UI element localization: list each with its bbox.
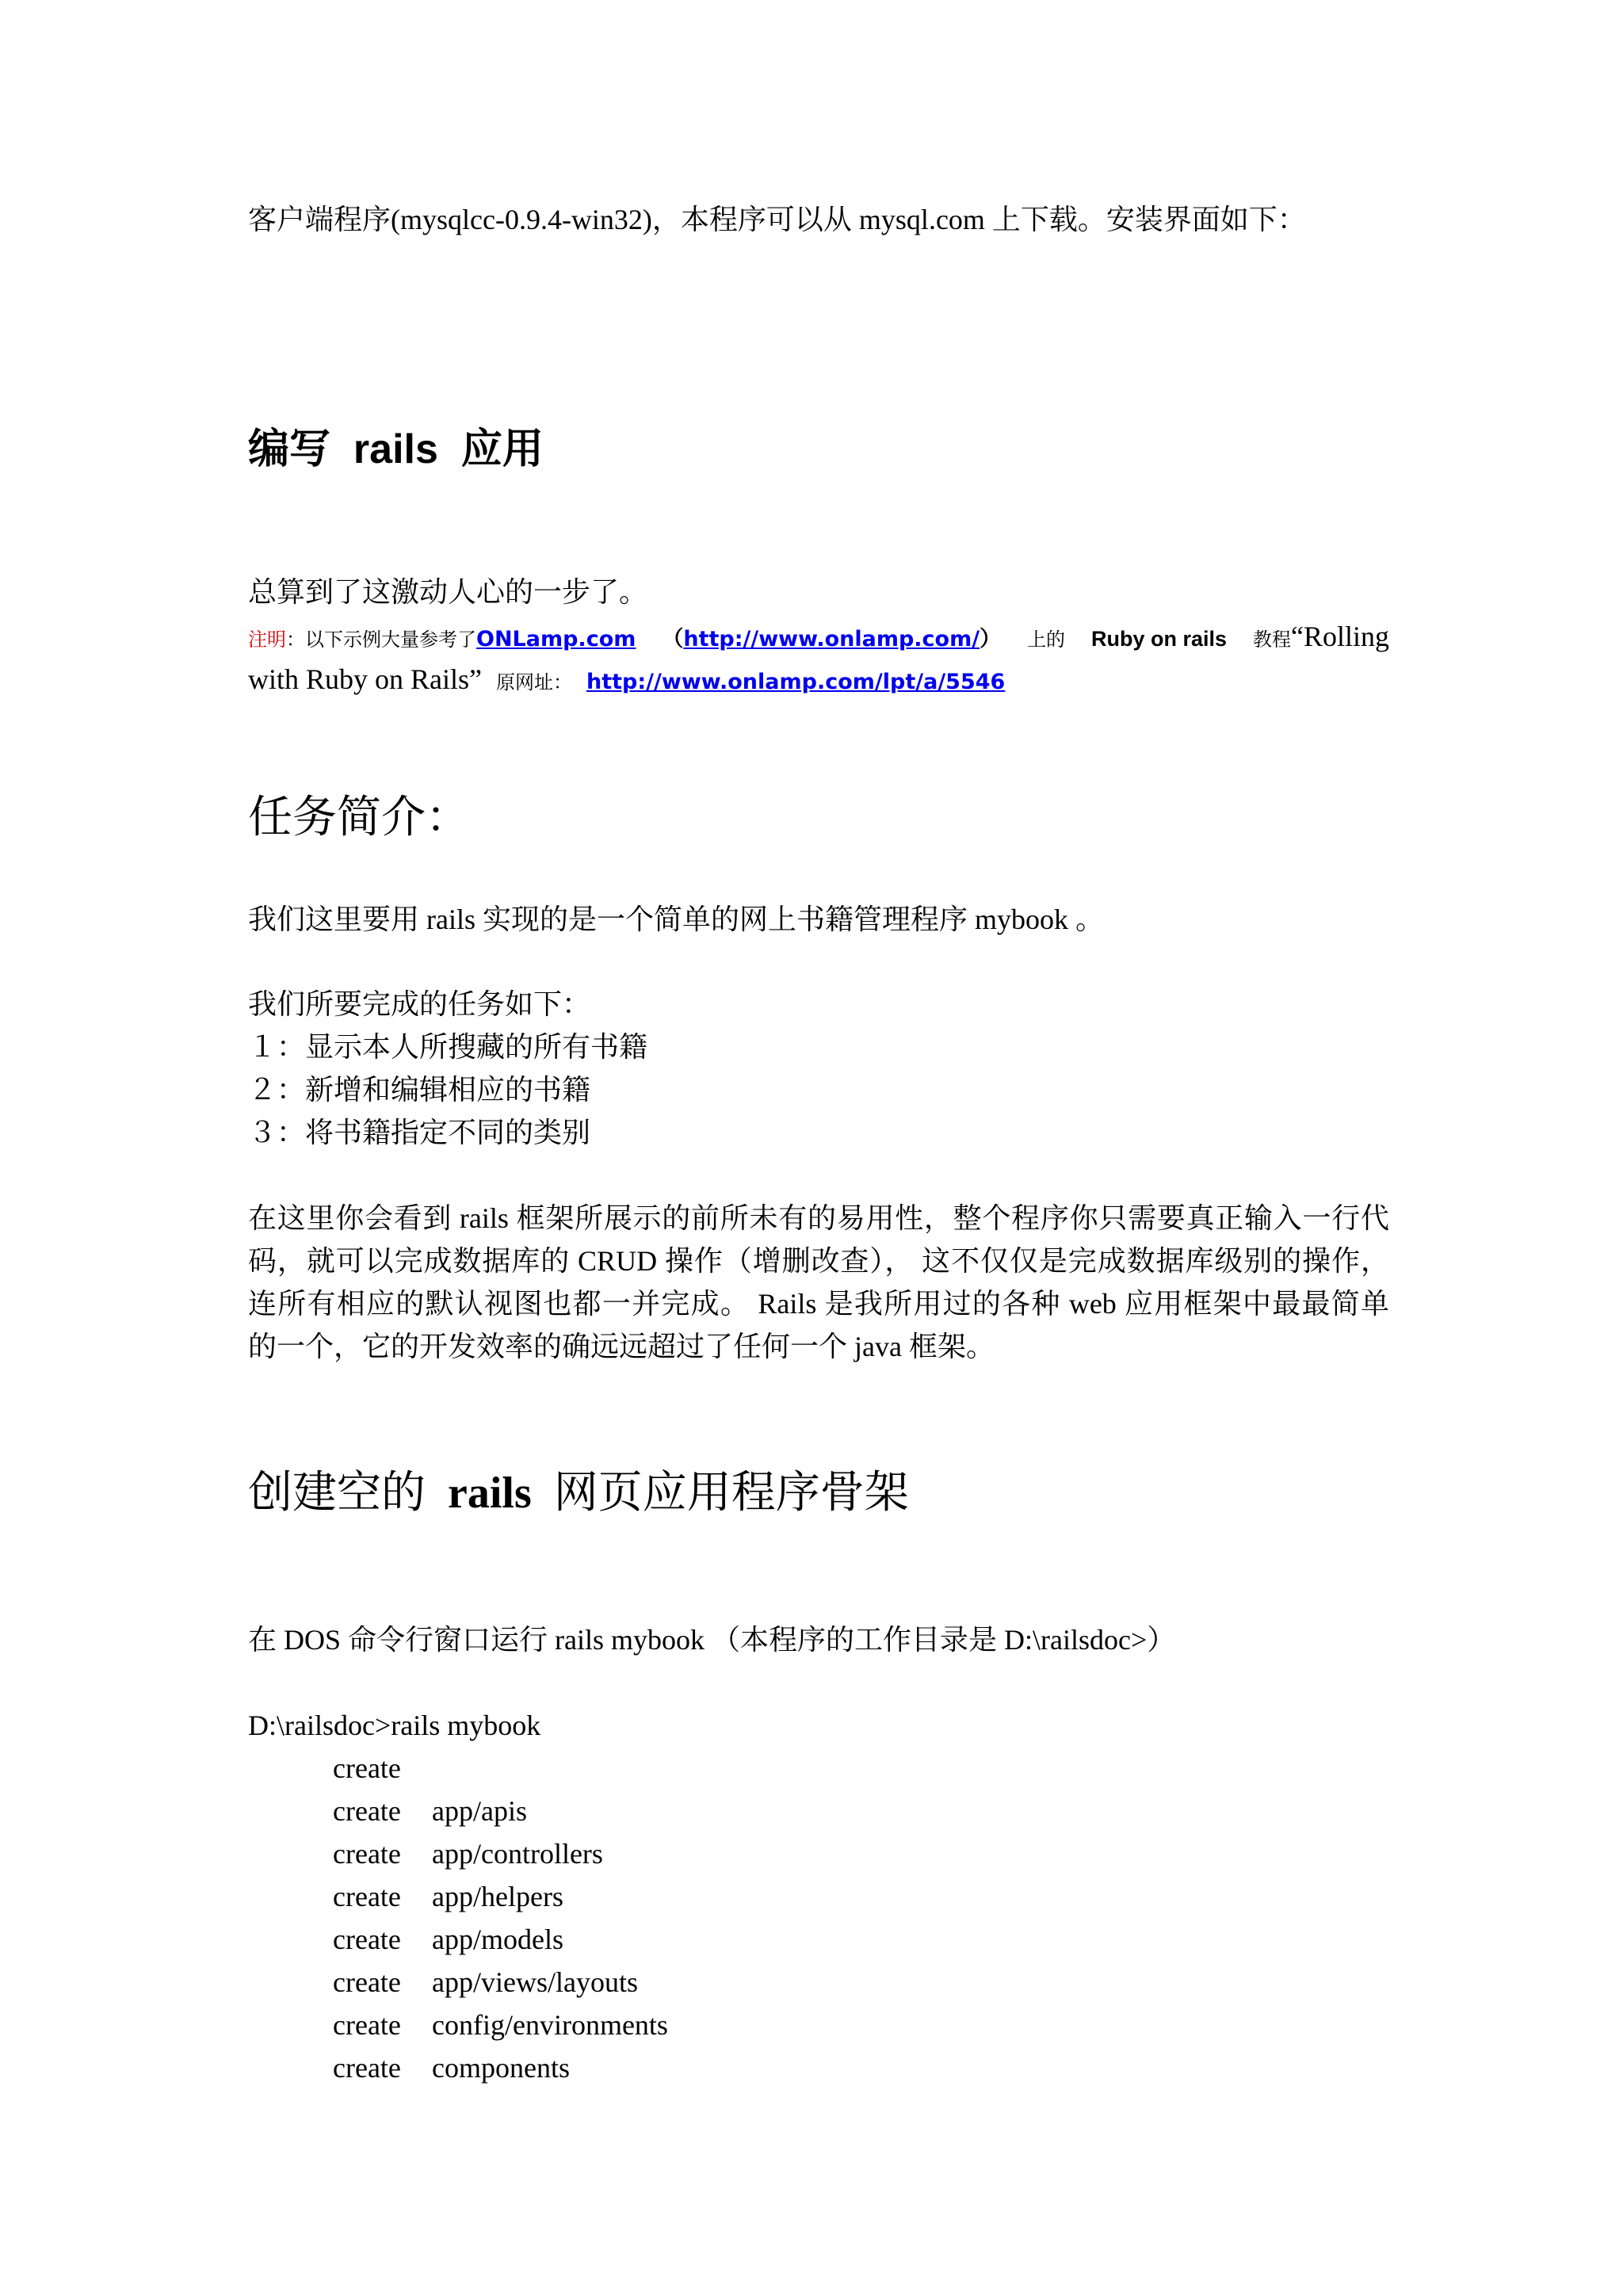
output-verb: create bbox=[333, 1795, 401, 1827]
command-output-row bbox=[333, 2004, 668, 2046]
tasks-intro: 我们所要完成的任务如下： bbox=[248, 988, 591, 1020]
note-quote: “Rolling bbox=[1291, 621, 1389, 652]
output-path: app/controllers bbox=[432, 1838, 603, 1870]
paragraph-line: 码，就可以完成数据库的 CRUD 操作（增删改查）， 这不仅仅是完成数据库级别的操作， bbox=[248, 1245, 1389, 1277]
heading-part: rails bbox=[353, 426, 438, 472]
note-line-1 bbox=[248, 615, 1389, 661]
paragraph-line: 连所有相应的默认视图也都一并完成。 Rails 是我所用过的各种 web 应用框架中最最简单 bbox=[248, 1288, 1389, 1320]
heading-part: 编写 bbox=[248, 426, 331, 473]
rails-ease-paragraph bbox=[248, 1197, 1389, 1368]
output-path: app/views/layouts bbox=[432, 1966, 638, 1998]
heading-part: 创建空的 bbox=[248, 1469, 426, 1518]
intro-line: 客户端程序(mysqlcc-0.9.4-win32)，本程序可以从 mysql.com 上下载。安装界面如下： bbox=[248, 204, 1306, 235]
note-end bbox=[1253, 615, 1389, 661]
note-line-2 bbox=[248, 658, 1389, 704]
note-text: 原网址： bbox=[496, 671, 572, 693]
task-summary: 我们这里要用 rails 实现的是一个简单的网上书籍管理程序 mybook 。 bbox=[248, 904, 1104, 935]
output-verb: create bbox=[333, 1838, 401, 1870]
note-bold-phrase: Ruby on rails bbox=[1091, 627, 1228, 651]
note-text: 教程 bbox=[1253, 628, 1291, 651]
output-verb: create bbox=[333, 1881, 401, 1912]
heading-part: 网页应用程序骨架 bbox=[553, 1469, 909, 1518]
section-heading-create-skeleton bbox=[248, 1465, 1389, 1522]
command-output-row bbox=[333, 1790, 527, 1832]
original-url-link[interactable]: http://www.onlamp.com/lpt/a/5546 bbox=[586, 670, 1006, 694]
heading-part: rails bbox=[448, 1469, 532, 1518]
onlamp-url-link[interactable]: http://www.onlamp.com/ bbox=[683, 627, 980, 651]
output-verb: create bbox=[333, 2009, 401, 2041]
output-path: config/environments bbox=[432, 2009, 668, 2041]
dos-instruction: 在 DOS 命令行窗口运行 rails mybook （本程序的工作目录是 D:\railsdoc>） bbox=[248, 1624, 1176, 1656]
list-item: １：显示本人所搜藏的所有书籍 bbox=[248, 1031, 648, 1063]
paragraph-line: 的一个，它的开发效率的确远远超过了任何一个 java 框架。 bbox=[248, 1331, 995, 1362]
paragraph-line: 在这里你会看到 rails 框架所展示的前所未有的易用性，整个程序你只需要真正输入一行代 bbox=[248, 1202, 1389, 1234]
note-paren: （ bbox=[662, 627, 684, 651]
command-output-row bbox=[333, 1832, 603, 1875]
output-verb: create bbox=[333, 1924, 401, 1955]
list-item: ２：新增和编辑相应的书籍 bbox=[248, 1074, 591, 1106]
command-output-row bbox=[333, 1747, 432, 1790]
lead-sentence: 总算到了这激动人心的一步了。 bbox=[248, 576, 648, 608]
onlamp-link[interactable]: ONLamp.com bbox=[476, 627, 636, 651]
note-quote: with Ruby on Rails” bbox=[248, 663, 482, 695]
note-text: ：以下示例大量参考了 bbox=[286, 628, 476, 651]
command-output-row bbox=[333, 1961, 638, 2004]
output-path: app/helpers bbox=[432, 1881, 563, 1912]
output-verb: create bbox=[333, 1752, 401, 1784]
output-path: app/apis bbox=[432, 1795, 527, 1827]
command-output-row bbox=[333, 1875, 563, 1918]
note-mid bbox=[662, 615, 1001, 661]
output-path: components bbox=[432, 2052, 570, 2084]
section-heading-task-intro: 任务简介： bbox=[248, 793, 470, 842]
note-paren: ） bbox=[980, 627, 1002, 651]
command-output-row bbox=[333, 1918, 563, 1961]
note-label: 注明 bbox=[248, 628, 286, 651]
output-path: app/models bbox=[432, 1924, 563, 1955]
output-verb: create bbox=[333, 1966, 401, 1998]
command-output-row bbox=[333, 2046, 570, 2089]
note-prefix bbox=[248, 615, 636, 661]
command-prompt-line: D:\railsdoc>rails mybook bbox=[248, 1710, 541, 1741]
list-item: ３：将书籍指定不同的类别 bbox=[248, 1117, 591, 1148]
note-text: 上的 bbox=[1027, 628, 1066, 651]
output-verb: create bbox=[333, 2052, 401, 2084]
section-heading-write-rails-app bbox=[248, 422, 1389, 477]
heading-part: 应用 bbox=[460, 426, 544, 473]
